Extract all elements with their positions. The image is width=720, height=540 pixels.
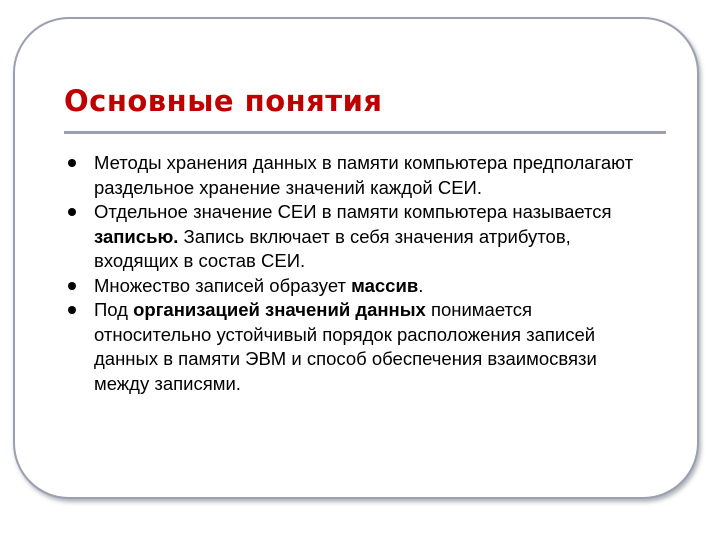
bullet-dot-icon (68, 208, 76, 216)
bullet-text-part: Запись включает в себя значения атрибутов, входящих в состав СЕИ. (94, 225, 571, 271)
bullet-text-part: . (418, 274, 424, 296)
bullet-dot-icon (68, 306, 76, 314)
bullet-text (94, 275, 423, 296)
bullet-item (64, 274, 654, 299)
bullet-text-part: понимается относительно устойчивый порядок расположения записей данных в памяти ЭВМ и способ обеспечения взаимосвязи между записями. (94, 299, 597, 394)
bullet-item (64, 151, 654, 200)
bullet-term-bold: организацией значений данных (133, 299, 426, 320)
bullet-term-bold: массив (351, 274, 419, 296)
bullet-text (94, 152, 633, 198)
slide-title: Основные понятия (64, 84, 383, 118)
bullet-text (94, 299, 597, 394)
bullet-term-bold: записью. (94, 225, 179, 247)
bullet-text-part: Под (94, 299, 134, 320)
bullet-item (64, 200, 654, 274)
bullet-text (94, 201, 612, 271)
bullet-dot-icon (68, 282, 76, 290)
bullet-text-part: Методы хранения данных в памяти компьютера предполагают раздельное хранение значений каждой СЕИ. (94, 152, 634, 198)
bullet-text-part: Отдельное значение СЕИ в памяти компьютера называется (94, 201, 612, 222)
bullet-list (64, 151, 654, 396)
title-underline (64, 131, 666, 134)
bullet-dot-icon (68, 159, 76, 167)
bullet-item (64, 298, 654, 396)
bullet-text-part: Множество записей образует (94, 274, 352, 296)
